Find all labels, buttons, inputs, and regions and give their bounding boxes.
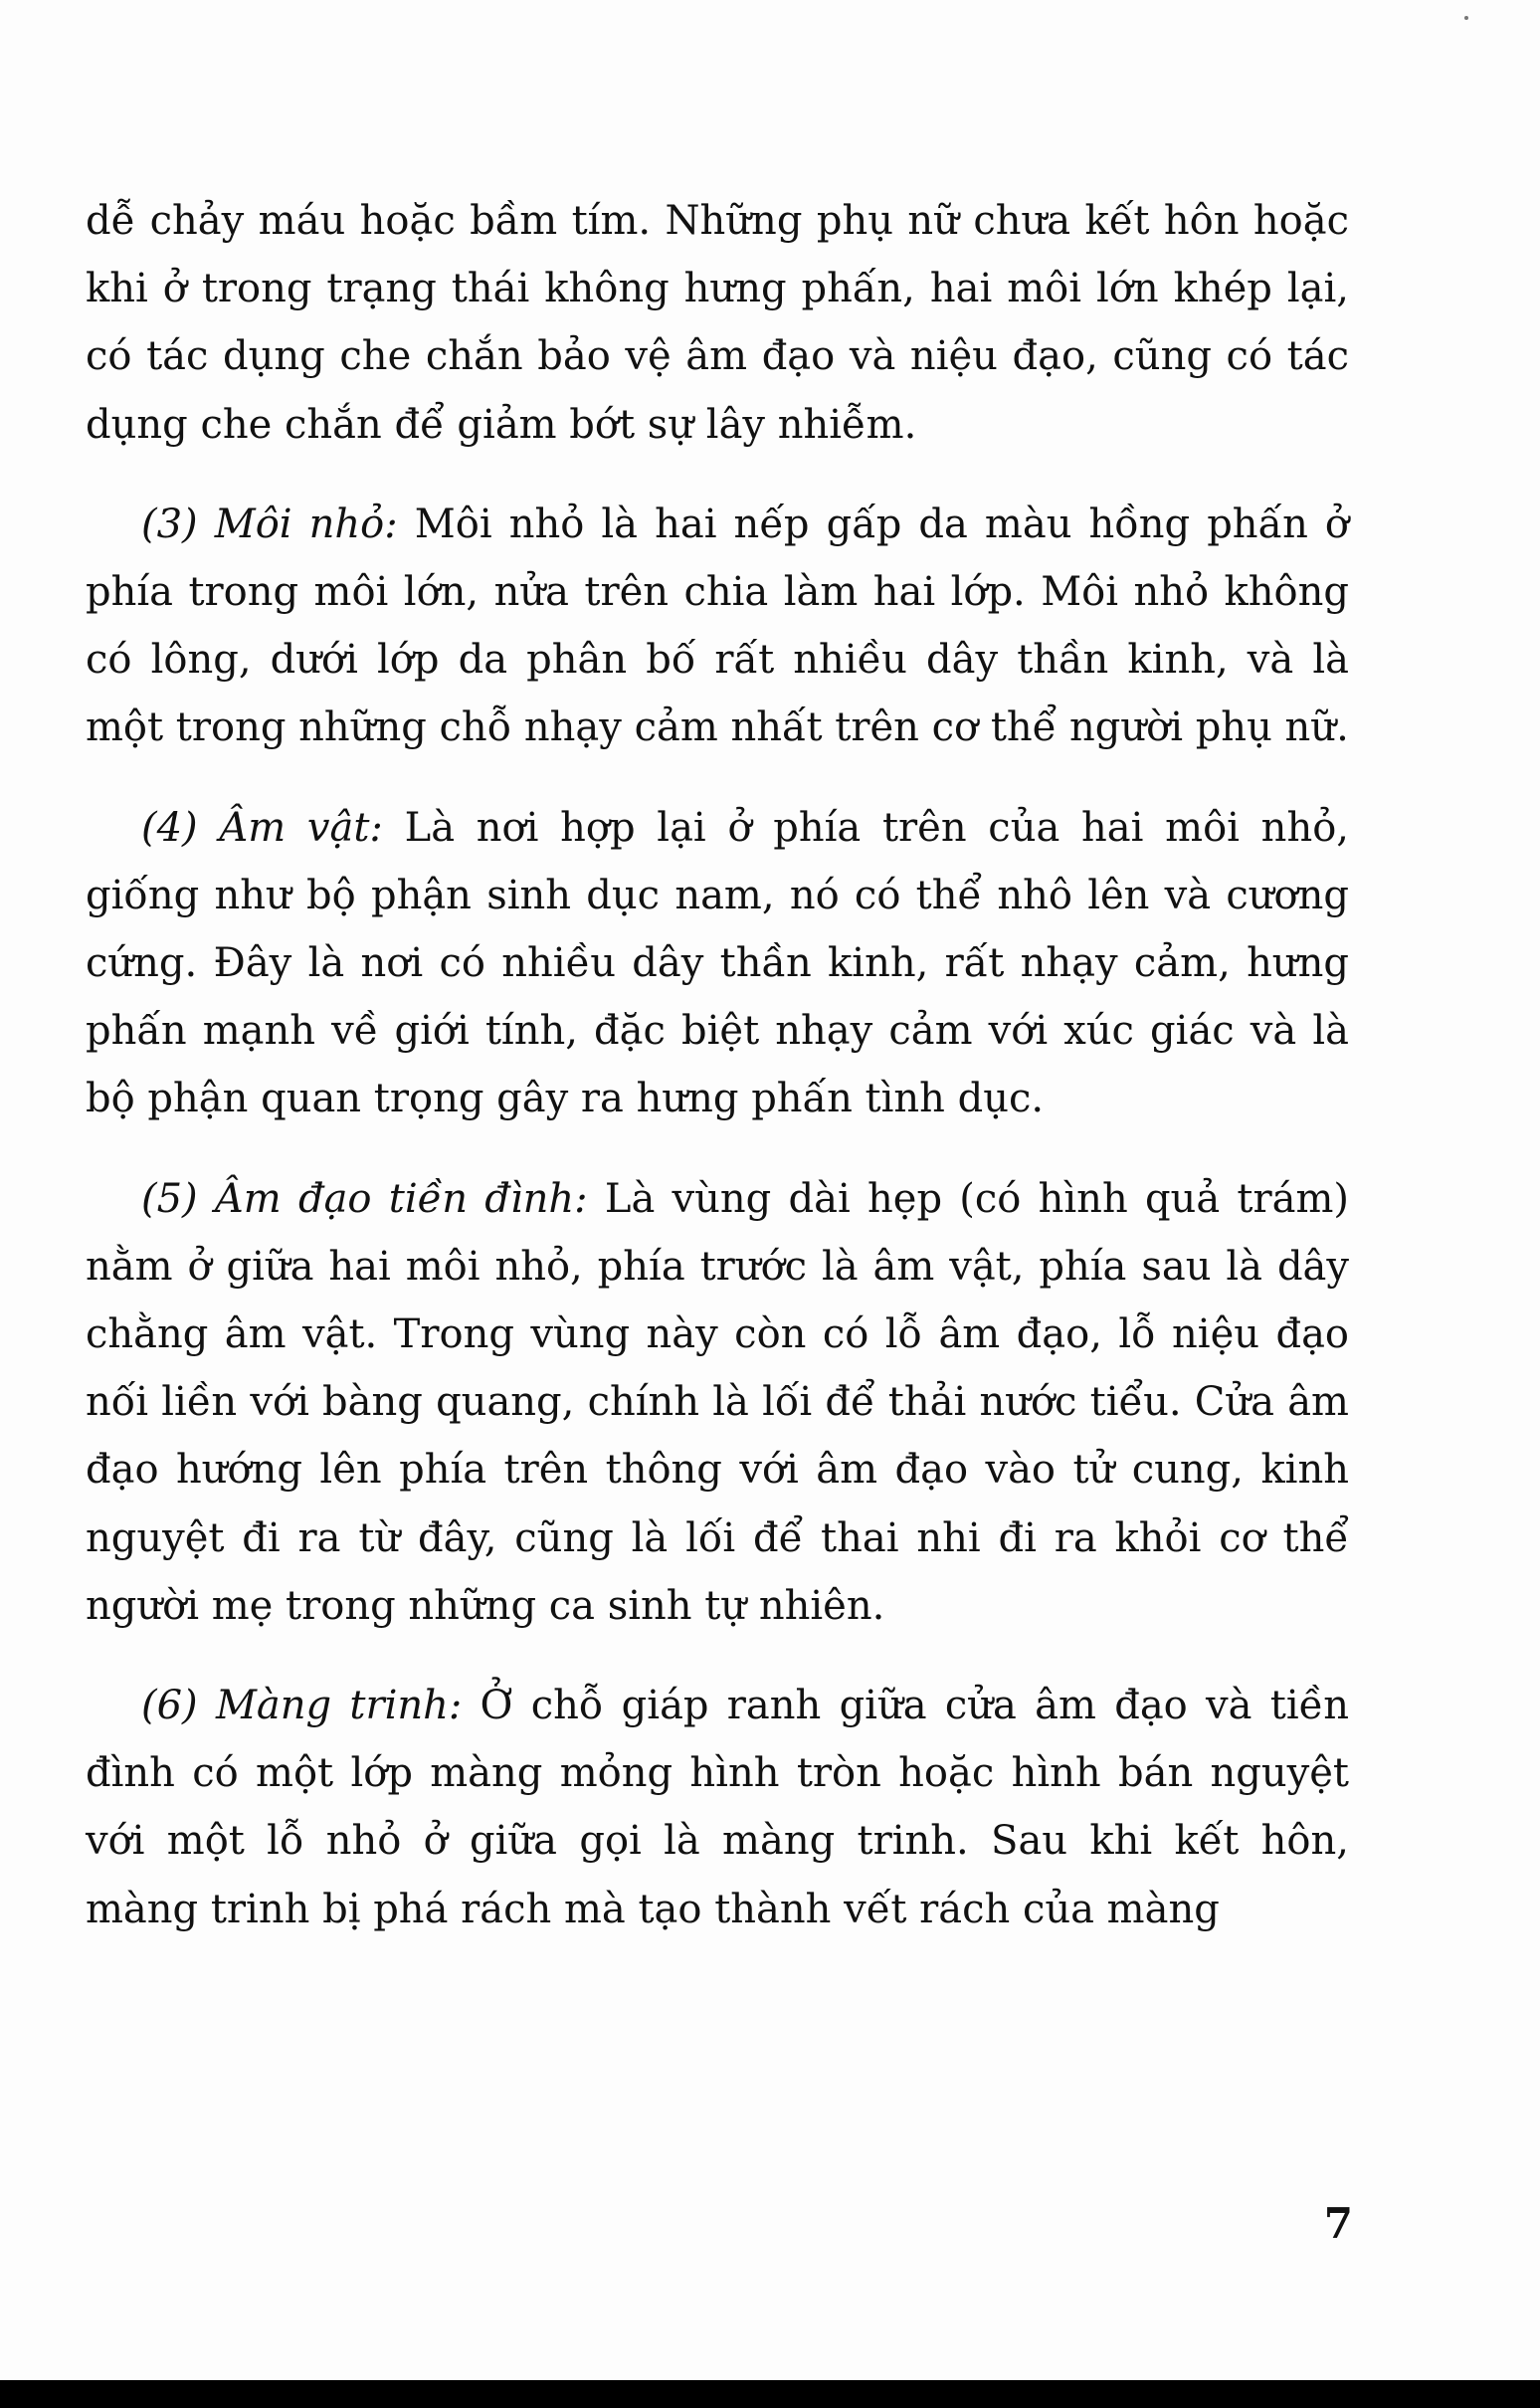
paragraph-text: Là nơi hợp lại ở phía trên của hai môi nhỏ, giống như bộ phận sinh dục nam, nó có thể nhô lên và cương cứng. Đây là nơi có nhiều dây thần kinh, rất nhạy cảm, hưng phấn mạnh về giới tính, đặc biệt nhạy cảm với xúc giác và là bộ phận quan trọng gây ra hưng phấn tình dục. [86, 804, 1349, 1122]
section-label: (3) Môi nhỏ: [141, 501, 398, 547]
paragraph-moi-nho [86, 491, 1349, 762]
paragraph-mang-trinh [86, 1672, 1349, 1943]
paragraph-text: Môi nhỏ là hai nếp gấp da màu hồng phấn ở phía trong môi lớn, nửa trên chia làm hai lớp. Môi nhỏ không có lông, dưới lớp da phân bố rất nhiều dây thần kinh, và là một trong những chỗ nhạy cảm nhất trên cơ thể người phụ nữ. [86, 501, 1349, 751]
section-label: (6) Màng trinh: [141, 1683, 463, 1729]
paragraph-am-vat [86, 794, 1349, 1133]
scan-speck [1464, 16, 1468, 20]
paragraph-am-dao-tien-dinh [86, 1165, 1349, 1640]
scan-edge-bar [0, 2380, 1540, 2408]
paragraph-text: dễ chảy máu hoặc bầm tím. Những phụ nữ chưa kết hôn hoặc khi ở trong trạng thái không hưng phấn, hai môi lớn khép lại, có tác dụng che chắn bảo vệ âm đạo và niệu đạo, cũng có tác dụng che chắn để giảm bớt sự lây nhiễm. [86, 198, 1349, 448]
paragraph-continuation [86, 187, 1349, 459]
paragraph-text: Ở chỗ giáp ranh giữa cửa âm đạo và tiền đình có một lớp màng mỏng hình tròn hoặc hình bán nguyệt với một lỗ nhỏ ở giữa gọi là màng trinh. Sau khi kết hôn, màng trinh bị phá rách mà tạo thành vết rách của màng [86, 1683, 1350, 1932]
page-number: 7 [1323, 2199, 1353, 2248]
body-text [86, 187, 1349, 1975]
section-label: (5) Âm đạo tiền đình: [141, 1175, 588, 1222]
section-label: (4) Âm vật: [141, 804, 383, 851]
paragraph-text: Là vùng dài hẹp (có hình quả trám) nằm ở giữa hai môi nhỏ, phía trước là âm vật, phía sau là dây chằng âm vật. Trong vùng này còn có lỗ âm đạo, lỗ niệu đạo nối liền với bàng quang, chính là lối để thải nước tiểu. Cửa âm đạo hướng lên phía trên thông với âm đạo vào tử cung, kinh nguyệt đi ra từ đây, cũng là lối để thai nhi đi ra khỏi cơ thể người mẹ trong những ca sinh tự nhiên. [86, 1175, 1349, 1629]
